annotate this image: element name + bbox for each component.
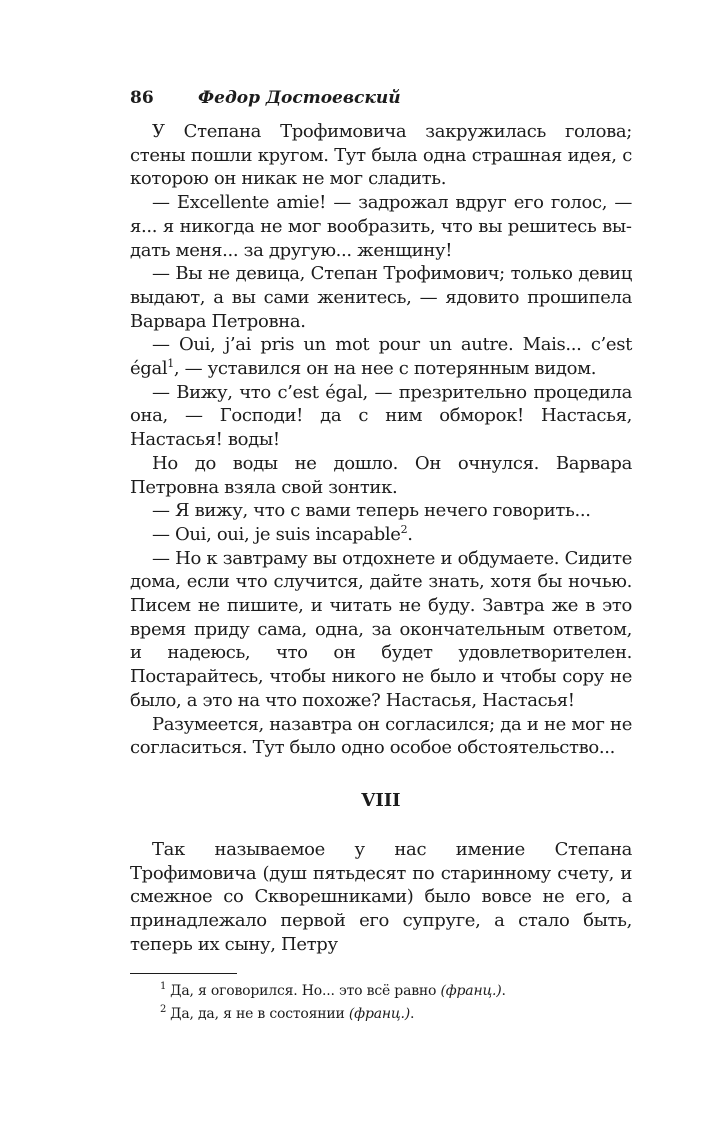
paragraph-text: . bbox=[407, 523, 413, 545]
paragraph: — Excellente amie! — задрожал вдруг его голос, — я... я никогда не мог вообразить, что вы решитесь выдать меня... за другую... женщину! bbox=[130, 192, 632, 261]
footnote-end: . bbox=[501, 982, 506, 999]
footnote-mark: 1 bbox=[160, 980, 167, 992]
footnote-mark: 2 bbox=[160, 1003, 167, 1015]
footnote-text: Да, да, я не в состоянии bbox=[170, 1005, 349, 1022]
paragraph-text: , — уставился он на нее с потерянным видом. bbox=[173, 358, 597, 380]
paragraph: — Я вижу, что с вами теперь нечего говорить... bbox=[152, 500, 591, 522]
footnotes bbox=[130, 980, 632, 1026]
paragraph: Так называемое у нас имение Степана Трофимовича (душ пятьдесят по старинному счету, и смежное со Скворешниками) было вовсе не его, а принадлежало первой его супруге, а стало быть, теперь их сыну, Петру bbox=[130, 838, 632, 955]
footnote-divider bbox=[130, 973, 237, 974]
chapter-heading: VIII bbox=[361, 789, 401, 811]
page-number: 86 bbox=[130, 88, 154, 108]
footnote-text: Да, я оговорился. Но... это всё равно bbox=[170, 982, 441, 999]
footnote-ref-1: 1 bbox=[167, 357, 174, 371]
footnote-1 bbox=[130, 980, 632, 1003]
footnote-end: . bbox=[409, 1005, 415, 1022]
running-head-author: Федор Достоевский bbox=[198, 88, 401, 108]
paragraph-text: — Oui, j’ai pris un mot pour un autre. Mais... c’est égal bbox=[130, 334, 632, 380]
paragraph: Но до воды не дошло. Он очнулся. Варвара Петровна взяла свой зонтик. bbox=[130, 452, 632, 498]
book-page bbox=[130, 88, 632, 1026]
paragraph: — Но к завтраму вы отдохнете и обдумаете. Сидите дома, если что случится, дайте знать, хотя бы ночью. Писем не пишите, и читать не буду. Завтра же в это время приду сама, одна, за окончательным ответом, и надеюсь, что он будет удовлетворителен. Постарайтесь, чтобы никого не было и чтобы сору не было, а это на что похоже? Настасья, Настасья! bbox=[130, 547, 632, 711]
paragraph: У Степана Трофимовича закружилась голова; стены пошли кругом. Тут была одна страшная идея, с которою он никак не мог сладить. bbox=[130, 121, 632, 190]
footnote-2 bbox=[130, 1003, 632, 1026]
footnote-language: (франц.) bbox=[440, 982, 502, 999]
paragraph bbox=[130, 333, 632, 380]
paragraph bbox=[130, 523, 632, 547]
paragraph: Разумеется, назавтра он согласился; да и не мог не согласиться. Тут было одно особое обстоятельство... bbox=[130, 713, 632, 759]
paragraph-text: — Oui, oui, je suis incapable bbox=[152, 523, 401, 545]
footnote-language: (франц.) bbox=[348, 1005, 410, 1022]
paragraph: — Вижу, что c’est égal, — презрительно процедила она, — Господи! да с ним обморок! Настасья, Настасья! воды! bbox=[130, 381, 632, 451]
footnote-ref-2: 2 bbox=[400, 522, 408, 536]
paragraph: — Вы не девица, Степан Трофимович; только девиц выдают, а вы сами женитесь, — ядовито прошипела Варвара Петровна. bbox=[130, 263, 632, 332]
running-head bbox=[130, 88, 632, 114]
body-text bbox=[130, 120, 632, 957]
